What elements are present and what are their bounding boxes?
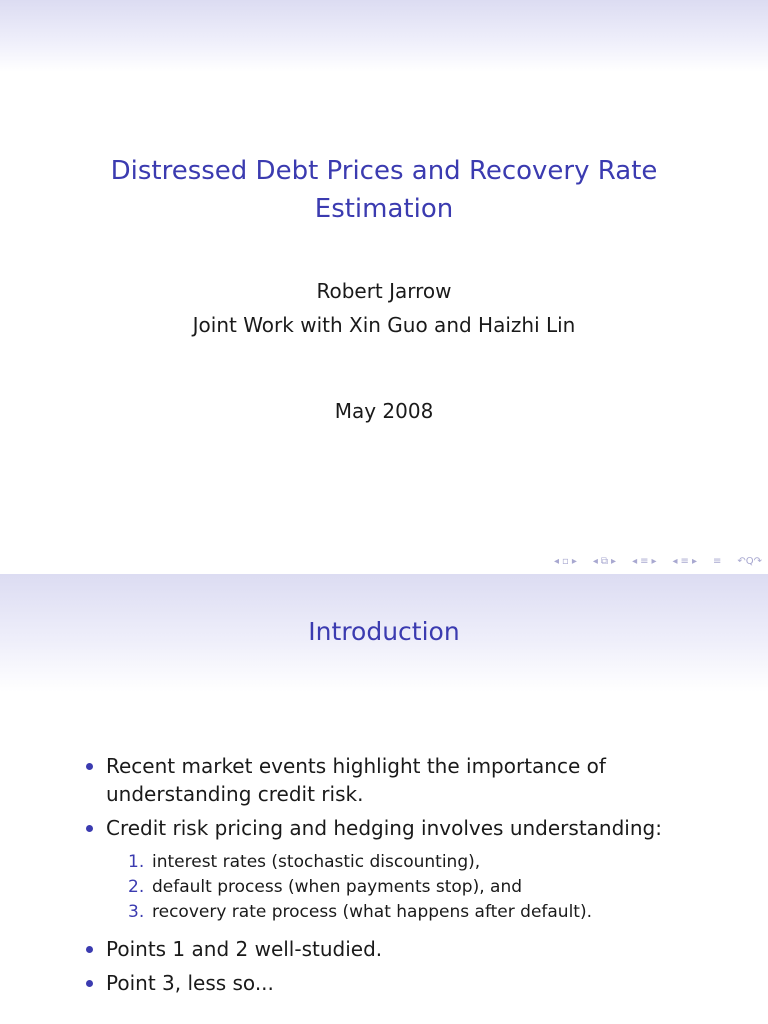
bullet-item bbox=[84, 935, 724, 963]
list-text: interest rates (stochastic discounting), bbox=[152, 852, 481, 872]
bullet-item bbox=[84, 814, 724, 842]
list-item bbox=[128, 875, 724, 900]
bullet-icon bbox=[86, 763, 93, 770]
enumerated-list bbox=[128, 850, 724, 925]
beamer-navigation-bar bbox=[554, 554, 762, 570]
title-line-1: Distressed Debt Prices and Recovery Rate bbox=[110, 156, 658, 186]
bullet-text: Credit risk pricing and hedging involves understanding: bbox=[106, 816, 662, 840]
subsection-icon[interactable]: ⧉ bbox=[600, 556, 609, 567]
list-number: 3. bbox=[128, 902, 145, 922]
frame-next-icon[interactable]: ▸ bbox=[571, 556, 577, 567]
list-item bbox=[128, 850, 724, 875]
bullet-icon bbox=[86, 980, 93, 987]
list-number: 1. bbox=[128, 852, 145, 872]
bullet-text: Point 3, less so... bbox=[106, 971, 274, 995]
list-item bbox=[128, 900, 724, 925]
list-text: recovery rate process (what happens after default). bbox=[152, 902, 592, 922]
bullet-item bbox=[84, 752, 724, 808]
section-icon[interactable]: ≡ bbox=[640, 556, 649, 567]
bullet-text-line-2: understanding credit risk. bbox=[106, 782, 364, 806]
bullet-text: Points 1 and 2 well-studied. bbox=[106, 937, 383, 961]
part-icon[interactable]: ≡ bbox=[680, 556, 689, 567]
frame-title: Introduction bbox=[308, 617, 460, 646]
title-block bbox=[0, 152, 768, 228]
bullet-text-line-1: Recent market events highlight the importance of bbox=[106, 754, 606, 778]
header-gradient bbox=[0, 0, 768, 72]
presentation-title bbox=[0, 152, 768, 228]
author-name: Robert Jarrow bbox=[316, 279, 452, 303]
subsection-prev-icon[interactable]: ◂ bbox=[592, 556, 598, 567]
coauthors: Joint Work with Xin Guo and Haizhi Lin bbox=[192, 313, 576, 337]
slide-content bbox=[84, 752, 724, 1003]
document-icon[interactable]: ≡ bbox=[712, 556, 722, 567]
title-line-2: Estimation bbox=[314, 194, 454, 224]
frame-prev-icon[interactable]: ◂ bbox=[554, 556, 560, 567]
introduction-slide bbox=[0, 574, 768, 1024]
list-number: 2. bbox=[128, 877, 145, 897]
bullet-icon bbox=[86, 946, 93, 953]
search-back-forward-icon[interactable]: ↶Q↷ bbox=[737, 556, 762, 567]
part-prev-icon[interactable]: ◂ bbox=[672, 556, 678, 567]
list-text: default process (when payments stop), and bbox=[152, 877, 523, 897]
part-next-icon[interactable]: ▸ bbox=[691, 556, 697, 567]
subsection-next-icon[interactable]: ▸ bbox=[611, 556, 617, 567]
bullet-item bbox=[84, 969, 724, 997]
bullet-icon bbox=[86, 825, 93, 832]
presentation-date: May 2008 bbox=[334, 399, 434, 423]
frame-icon[interactable]: ▫ bbox=[562, 556, 569, 567]
section-next-icon[interactable]: ▸ bbox=[651, 556, 657, 567]
section-prev-icon[interactable]: ◂ bbox=[632, 556, 638, 567]
author-block bbox=[0, 274, 768, 342]
